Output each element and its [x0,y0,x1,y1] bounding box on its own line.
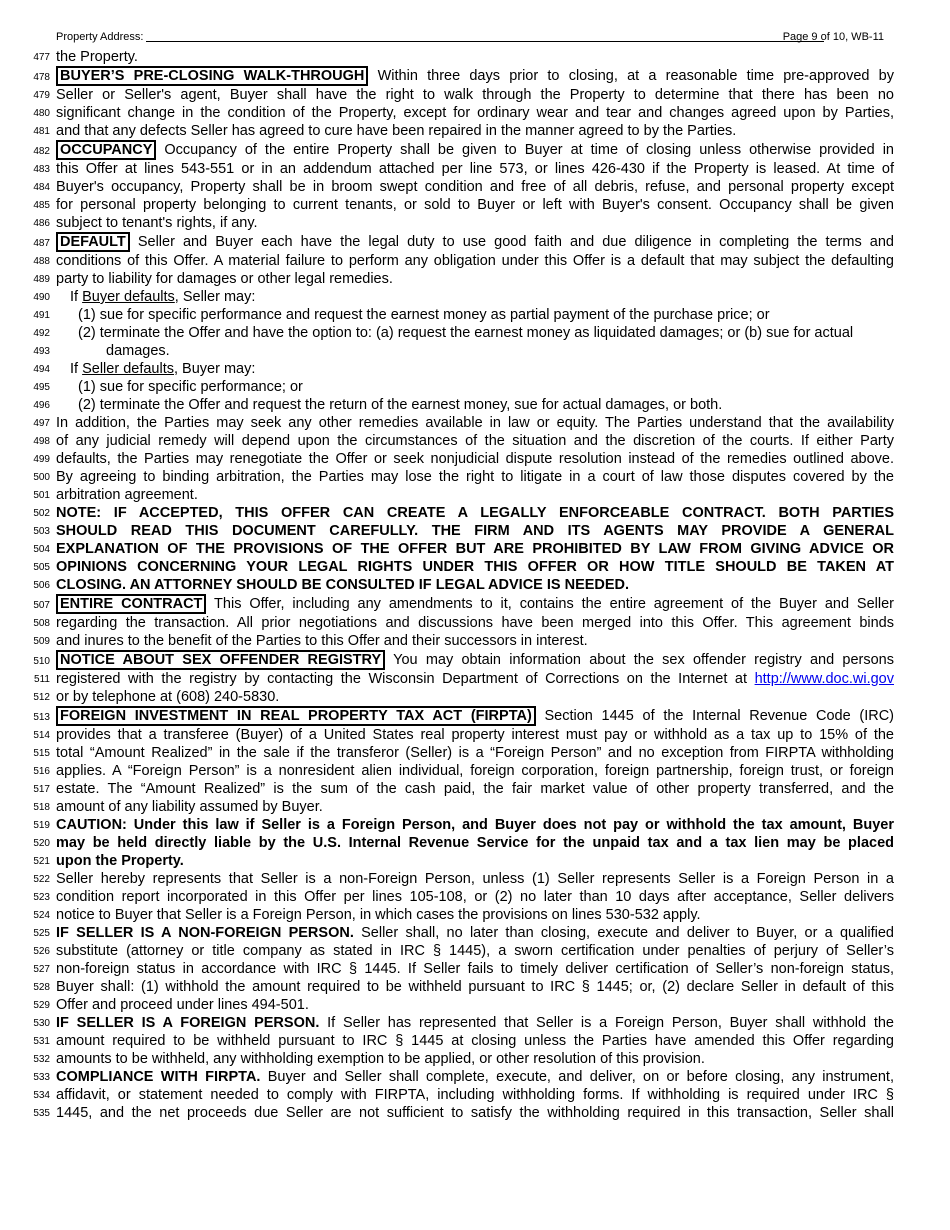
doc-line [0,726,950,744]
doc-line [0,122,950,140]
doc-line [0,852,950,870]
doc-line [0,378,950,396]
doc-line [0,468,950,486]
doc-line [0,978,950,996]
section-heading-firpta: FOREIGN INVESTMENT IN REAL PROPERTY TAX ACT (FIRPTA) [56,706,536,726]
doc-line [0,288,950,306]
line-number: 525 [33,928,50,939]
line-number: 489 [33,274,50,285]
line-number: 508 [33,618,50,629]
line-number: 482 [33,146,50,157]
line-text: OPINIONS CONCERNING YOUR LEGAL RIGHTS UNDER THIS OFFER OR HOW TITLE SHOULD BE TAKEN AT [56,559,894,575]
line-number: 516 [33,766,50,777]
section-heading-default: DEFAULT [56,232,130,252]
line-text: non-foreign status in accordance with IRC § 1445. If Seller fails to timely deliver certification of Seller’s non-foreign status, [56,961,894,977]
line-number: 499 [33,454,50,465]
line-number: 521 [33,856,50,867]
doc-line [0,1014,950,1032]
line-text: (1) sue for specific performance and request the earnest money as partial payment of the purchase price; or [78,307,770,323]
line-text: may be held directly liable by the U.S. Internal Revenue Service for the unpaid tax and a tax lien may be placed [56,835,894,851]
line-number: 533 [33,1072,50,1083]
doc-line [0,214,950,232]
line-text: NOTICE ABOUT SEX OFFENDER REGISTRY You may obtain information about the sex offender registry and persons [56,651,894,669]
line-number: 518 [33,802,50,813]
line-text: party to liability for damages or other legal remedies. [56,271,393,287]
line-text: Seller hereby represents that Seller is a non-Foreign Person, unless (1) Seller represents Seller is a Foreign Person in a [56,871,894,887]
line-number: 491 [33,310,50,321]
seller-defaults-term: Seller defaults [82,361,174,377]
doc-line [0,1032,950,1050]
page-header [56,30,886,44]
doc-line [0,504,950,522]
line-text: Seller or Seller's agent, Buyer shall have the right to walk through the Property to determine that there has been no [56,87,894,103]
doc-line [0,396,950,414]
line-text: damages. [106,343,170,359]
doc-line [0,688,950,706]
line-number: 509 [33,636,50,647]
line-text: OCCUPANCY Occupancy of the entire Property shall be given to Buyer at time of closing unless otherwise provided in [56,141,894,159]
line-number: 524 [33,910,50,921]
buyer-defaults-term: Buyer defaults [82,289,175,305]
line-number: 479 [33,90,50,101]
line-text: If Buyer defaults, Seller may: [70,289,256,305]
line-text: NOTE: IF ACCEPTED, THIS OFFER CAN CREATE A LEGALLY ENFORCEABLE CONTRACT. BOTH PARTIES [56,505,894,521]
doc-line [0,780,950,798]
line-number: 532 [33,1054,50,1065]
doc-line [0,706,950,726]
line-number: 523 [33,892,50,903]
line-number: 494 [33,364,50,375]
line-text: substitute (attorney or title company as stated in IRC § 1445), a sworn certification under penalties of perjury of Seller’s [56,943,894,959]
property-address-label: Property Address: [56,31,144,43]
doc-line [0,342,950,360]
doc-line [0,48,950,66]
section-heading-sex-offender-registry: NOTICE ABOUT SEX OFFENDER REGISTRY [56,650,385,670]
doc-line [0,870,950,888]
doc-line [0,360,950,378]
line-number: 510 [33,656,50,667]
doc-line [0,540,950,558]
doc-line [0,996,950,1014]
non-foreign-person-heading: IF SELLER IS A NON-FOREIGN PERSON. [56,925,354,941]
doc-line [0,816,950,834]
doc-line [0,414,950,432]
property-address-field[interactable] [146,41,824,42]
line-number: 519 [33,820,50,831]
line-number: 504 [33,544,50,555]
doc-line [0,324,950,342]
line-text: IF SELLER IS A FOREIGN PERSON. If Seller has represented that Seller is a Foreign Person, Buyer shall withhold the [56,1015,894,1031]
line-text: Offer and proceed under lines 494-501. [56,997,309,1013]
line-number: 481 [33,126,50,137]
line-number: 488 [33,256,50,267]
line-text: condition report incorporated in this Offer per lines 105-108, or (2) no later than 10 days after acceptance, Seller delivers [56,889,894,905]
doc-wi-gov-link[interactable]: http://www.doc.wi.gov [754,671,894,687]
doc-line [0,104,950,122]
line-number: 478 [33,72,50,83]
line-text: amount of any liability assumed by Buyer. [56,799,323,815]
line-text: notice to Buyer that Seller is a Foreign Person, in which cases the provisions on lines 530-532 apply. [56,907,701,923]
doc-line [0,632,950,650]
line-number: 505 [33,562,50,573]
doc-line [0,66,950,86]
line-text: the Property. [56,49,138,65]
line-text: COMPLIANCE WITH FIRPTA. Buyer and Seller shall complete, execute, and deliver, on or before closing, any instrument, [56,1069,894,1085]
doc-line [0,670,950,688]
line-number: 485 [33,200,50,211]
doc-line [0,486,950,504]
doc-line [0,160,950,178]
doc-line [0,614,950,632]
line-number: 527 [33,964,50,975]
line-text: If Seller defaults, Buyer may: [70,361,256,377]
line-number: 512 [33,692,50,703]
doc-line [0,834,950,852]
doc-line [0,232,950,252]
line-number: 493 [33,346,50,357]
doc-line [0,252,950,270]
line-text: of any judicial remedy will depend upon the circumstances of the situation and the discretion of the courts. If either Party [56,433,894,449]
document-body [0,48,950,1122]
line-number: 477 [33,52,50,63]
line-number: 511 [34,674,50,685]
doc-line [0,450,950,468]
line-number: 514 [33,730,50,741]
line-text: total “Amount Realized” in the sale if the transferor (Seller) is a “Foreign Person” and no exception from FIRPTA withholding [56,745,894,761]
line-text: BUYER’S PRE-CLOSING WALK-THROUGH Within three days prior to closing, at a reasonable time pre-approved by [56,67,894,85]
line-text: 1445, and the net proceeds due Seller are not sufficient to satisfy the withholding required in this transaction, Seller shall [56,1105,894,1121]
line-number: 501 [33,490,50,501]
line-text: or by telephone at (608) 240-5830. [56,689,280,705]
line-text: and that any defects Seller has agreed to cure have been repaired in the manner agreed to by the Parties. [56,123,737,139]
line-text: In addition, the Parties may seek any other remedies available in law or equity. The Parties understand that the availability [56,415,894,431]
line-number: 502 [33,508,50,519]
line-text: amounts to be withheld, any withholding exemption to be applied, or other resolution of this provision. [56,1051,705,1067]
line-number: 492 [33,328,50,339]
doc-line [0,558,950,576]
doc-line [0,906,950,924]
doc-line [0,888,950,906]
foreign-person-heading: IF SELLER IS A FOREIGN PERSON. [56,1015,320,1031]
line-text: significant change in the condition of the Property, except for ordinary wear and tear and changes agreed upon by Parties, [56,105,894,121]
line-number: 534 [33,1090,50,1101]
line-number: 522 [33,874,50,885]
doc-line [0,762,950,780]
line-number: 486 [33,218,50,229]
doc-line [0,306,950,324]
doc-line [0,576,950,594]
line-number: 515 [33,748,50,759]
line-text: subject to tenant's rights, if any. [56,215,258,231]
line-number: 507 [33,600,50,611]
line-text: this Offer at lines 543-551 or in an addendum attached per line 573, or lines 426-430 if the Property is leased. At time of [56,161,894,177]
section-heading-walkthrough: BUYER’S PRE-CLOSING WALK-THROUGH [56,66,368,86]
line-number: 503 [33,526,50,537]
line-number: 520 [33,838,50,849]
doc-line [0,270,950,288]
doc-line [0,594,950,614]
doc-line [0,924,950,942]
doc-line [0,432,950,450]
line-text: upon the Property. [56,853,184,869]
line-text: conditions of this Offer. A material failure to perform any obligation under this Offer is a default that may subject the defaulting [56,253,894,269]
line-text: Buyer shall: (1) withhold the amount required to be withheld pursuant to IRC § 1445; or, (2) declare Seller in default of this [56,979,894,995]
doc-line [0,140,950,160]
line-number: 496 [33,400,50,411]
section-heading-occupancy: OCCUPANCY [56,140,156,160]
doc-line [0,1086,950,1104]
line-text: affidavit, or statement needed to comply with FIRPTA, including withholding forms. If withholding is required under IRC § [56,1087,894,1103]
line-text: EXPLANATION OF THE PROVISIONS OF THE OFFER BUT ARE PROHIBITED BY LAW FROM GIVING ADVICE OR [56,541,894,557]
page-number: Page 9 of 10, WB-11 [782,31,884,43]
line-number: 483 [33,164,50,175]
line-text: estate. The “Amount Realized” is the sum of the cash paid, the fair market value of other property transferred, and the [56,781,894,797]
line-text: DEFAULT Seller and Buyer each have the legal duty to use good faith and due diligence in completing the terms and [56,233,894,251]
doc-line [0,960,950,978]
compliance-firpta-heading: COMPLIANCE WITH FIRPTA. [56,1069,261,1085]
line-text: SHOULD READ THIS DOCUMENT CAREFULLY. THE FIRM AND ITS AGENTS MAY PROVIDE A GENERAL [56,523,894,539]
line-text: applies. A “Foreign Person” is a nonresident alien individual, foreign corporation, foreign partnership, foreign trust, or foreign [56,763,894,779]
line-text: for personal property belonging to current tenants, or sold to Buyer or left with Buyer's consent. Occupancy shall be given [56,197,894,213]
line-text: By agreeing to binding arbitration, the Parties may lose the right to litigate in a court of law those disputes covered by the [56,469,894,485]
doc-line [0,942,950,960]
line-number: 517 [33,784,50,795]
line-text: (2) terminate the Offer and have the option to: (a) request the earnest money as liquidated damages; or (b) sue for actual [78,325,854,341]
line-number: 528 [33,982,50,993]
line-text: regarding the transaction. All prior negotiations and discussions have been merged into this Offer. This agreement binds [56,615,894,631]
line-number: 531 [33,1036,50,1047]
doc-line [0,522,950,540]
line-number: 484 [33,182,50,193]
doc-line [0,196,950,214]
line-text: (2) terminate the Offer and request the return of the earnest money, sue for actual damages, or both. [78,397,723,413]
line-number: 506 [33,580,50,591]
section-heading-entire-contract: ENTIRE CONTRACT [56,594,206,614]
doc-line [0,744,950,762]
line-number: 535 [33,1108,50,1119]
doc-line [0,178,950,196]
line-text: (1) sue for specific performance; or [78,379,303,395]
line-text: Buyer's occupancy, Property shall be in broom swept condition and free of all debris, refuse, and personal property except [56,179,894,195]
line-number: 495 [33,382,50,393]
line-text: amount required to be withheld pursuant to IRC § 1445 at closing unless the Parties have amended this Offer regarding [56,1033,894,1049]
doc-line [0,1068,950,1086]
line-number: 529 [33,1000,50,1011]
doc-line [0,1104,950,1122]
line-text: arbitration agreement. [56,487,198,503]
doc-line [0,86,950,104]
line-text: ENTIRE CONTRACT This Offer, including any amendments to it, contains the entire agreement of the Buyer and Seller [56,595,894,613]
line-number: 498 [33,436,50,447]
line-text: registered with the registry by contacting the Wisconsin Department of Corrections on the Internet at http://www.doc.wi.gov [56,671,894,687]
line-text: CLOSING. AN ATTORNEY SHOULD BE CONSULTED IF LEGAL ADVICE IS NEEDED. [56,577,630,593]
line-text: provides that a transferee (Buyer) of a United States real property interest must pay or withhold as a tax up to 15% of the [56,727,894,743]
line-text: IF SELLER IS A NON-FOREIGN PERSON. Seller shall, no later than closing, execute and deliver to Buyer, or a qualified [56,925,894,941]
line-number: 513 [33,712,50,723]
line-number: 500 [33,472,50,483]
line-number: 497 [33,418,50,429]
line-number: 490 [33,292,50,303]
line-text: FOREIGN INVESTMENT IN REAL PROPERTY TAX ACT (FIRPTA) Section 1445 of the Internal Revenue Code (IRC) [56,707,894,725]
line-text: defaults, the Parties may renegotiate the Offer or seek nonjudicial dispute resolution instead of the remedies outlined above. [56,451,894,467]
line-text: CAUTION: Under this law if Seller is a Foreign Person, and Buyer does not pay or withhold the tax amount, Buyer [56,817,894,833]
line-number: 487 [33,238,50,249]
line-number: 530 [33,1018,50,1029]
doc-line [0,798,950,816]
line-number: 526 [33,946,50,957]
doc-line [0,650,950,670]
doc-line [0,1050,950,1068]
line-number: 480 [33,108,50,119]
line-text: and inures to the benefit of the Parties to this Offer and their successors in interest. [56,633,588,649]
